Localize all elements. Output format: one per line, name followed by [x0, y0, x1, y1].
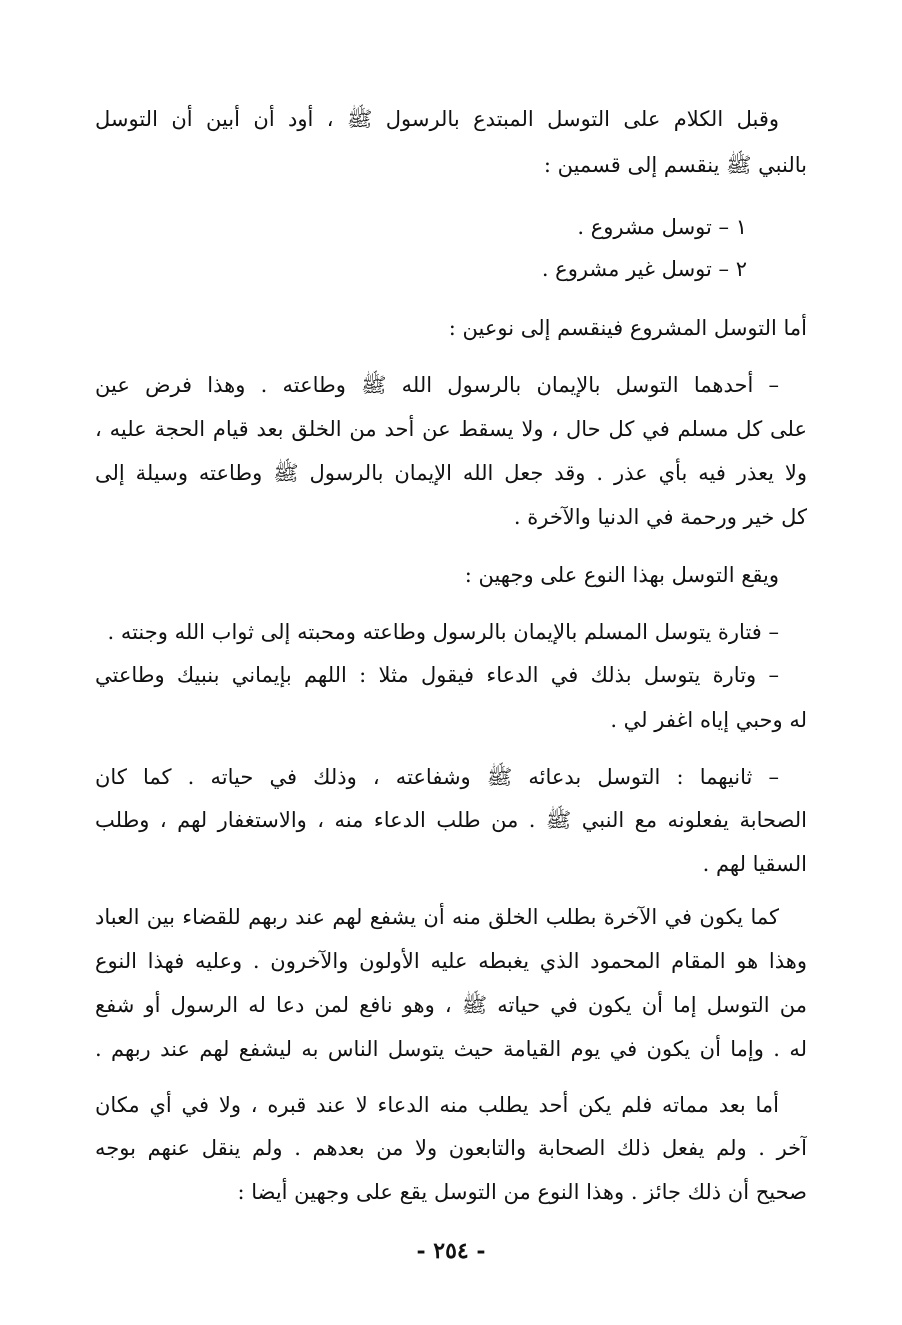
paragraph-line: ويقع التوسل بهذا النوع على وجهين :	[464, 563, 779, 587]
paragraph-line: كل خير ورحمة في الدنيا والآخرة .	[513, 505, 807, 529]
paragraph-line: بالنبي ﷺ ينقسم إلى قسمين :	[543, 153, 807, 177]
paragraph-line: من التوسل إما أن يكون في حياته ﷺ ، وهو نافع لمن دعا له الرسول أو شفع	[95, 993, 807, 1017]
paragraph-line: – أحدهما التوسل بالإيمان بالرسول الله ﷺ وطاعته . وهذا فرض عين	[95, 373, 779, 397]
paragraph-line: كما يكون في الآخرة بطلب الخلق منه أن يشفع لهم عند ربهم للقضاء بين العباد	[95, 905, 779, 929]
paragraph-line: له وحبي إياه اغفر لي .	[610, 708, 807, 732]
paragraph-line: الصحابة يفعلونه مع النبي ﷺ . من طلب الدعاء منه ، والاستغفار لهم ، وطلب	[95, 808, 807, 832]
paragraph-line: – وتارة يتوسل بذلك في الدعاء فيقول مثلا : اللهم بإيماني بنبيك وطاعتي	[95, 663, 779, 687]
paragraph-line: وقبل الكلام على التوسل المبتدع بالرسول ﷺ ، أود أن أبين أن التوسل	[95, 107, 779, 131]
list-item: ٢ – توسل غير مشروع .	[541, 257, 747, 281]
paragraph-line: أما التوسل المشروع فينقسم إلى نوعين :	[448, 316, 807, 340]
paragraph-line: وهذا هو المقام المحمود الذي يغبطه عليه الأولون والآخرون . وعليه فهذا النوع	[95, 949, 807, 973]
paragraph-line: آخر . ولم يفعل ذلك الصحابة والتابعون ولا من بعدهم . ولم ينقل عنهم بوجه	[95, 1136, 807, 1160]
paragraph-line: – فتارة يتوسل المسلم بالإيمان بالرسول وطاعته ومحبته إلى ثواب الله وجنته .	[107, 620, 779, 644]
list-item: ١ – توسل مشروع .	[577, 215, 747, 239]
paragraph-line: له . وإما أن يكون في يوم القيامة حيث يتوسل الناس به ليشفع لهم عند ربهم .	[95, 1037, 807, 1061]
paragraph-line: أما بعد مماته فلم يكن أحد يطلب منه الدعاء لا عند قبره ، ولا في أي مكان	[95, 1093, 779, 1117]
paragraph-line: السقيا لهم .	[702, 852, 807, 876]
paragraph-line: صحيح أن ذلك جائز . وهذا النوع من التوسل يقع على وجهين أيضا :	[237, 1180, 807, 1204]
paragraph-line: ولا يعذر فيه بأي عذر . وقد جعل الله الإيمان بالرسول ﷺ وطاعته وسيلة إلى	[95, 461, 807, 485]
page-number: - ٢٥٤ -	[416, 1238, 486, 1264]
paragraph-line: على كل مسلم في كل حال ، ولا يسقط عن أحد من الخلق بعد قيام الحجة عليه ،	[95, 417, 807, 441]
paragraph-line: – ثانيهما : التوسل بدعائه ﷺ وشفاعته ، وذلك في حياته . كما كان	[95, 765, 779, 789]
